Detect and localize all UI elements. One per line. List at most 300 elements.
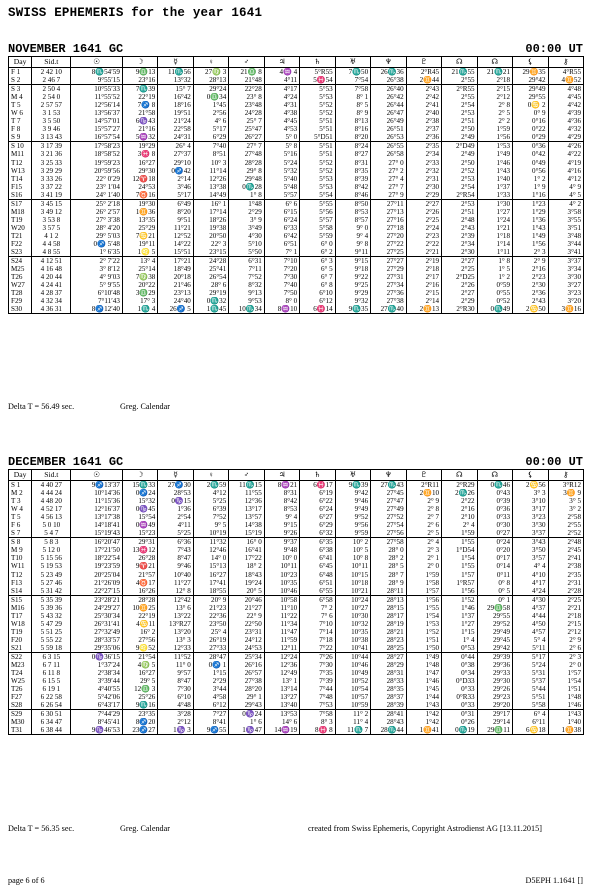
table-cell: 3♊16 (548, 305, 584, 314)
table-cell: 0♐ 5′48 (71, 240, 122, 248)
table-cell: 0°29 (513, 133, 548, 142)
table-cell: 5 59 18 (32, 644, 71, 653)
table-cell: 1°29 (513, 208, 548, 216)
table-cell: 0° 5 (477, 587, 512, 596)
table-row (9, 68, 584, 77)
table-cell: 22°28 (229, 85, 264, 94)
table-cell: 2°45 (548, 546, 584, 554)
table-cell: 1°59 (406, 571, 441, 579)
table-cell: 26° 4 (158, 142, 193, 151)
table-cell: 20°59′56 (71, 167, 122, 175)
table-cell: 8°32 (229, 281, 264, 289)
day-cell: M18 (9, 208, 32, 216)
table-cell: 1°55 (442, 538, 477, 547)
table-cell: 6°24 (264, 216, 299, 224)
table-cell: 15°13 (193, 562, 228, 570)
table-cell: 8°39 (335, 175, 370, 183)
table-cell: 27°49 (371, 505, 406, 513)
day-cell: T12 (9, 159, 32, 167)
table-cell: 29♎58 (477, 604, 512, 612)
table-cell: 1°40 (477, 175, 512, 183)
table-cell: 1° 6 (229, 718, 264, 726)
table-cell: 7°39 (300, 677, 335, 685)
table-cell: 9♌52 (122, 644, 157, 653)
table-cell: 6°45 (300, 562, 335, 570)
table-cell: 10°57 (335, 693, 370, 701)
table-cell: 7°30 (158, 685, 193, 693)
table-cell: 4♉17 (122, 579, 157, 587)
table-cell: 7°54 (335, 76, 370, 85)
table-cell: 12°46 (193, 546, 228, 554)
table-cell: 13°57 (229, 513, 264, 521)
day-cell: S16 (9, 191, 32, 200)
table-cell: 3°23 (548, 289, 584, 297)
table-cell: 8°47 (158, 554, 193, 562)
table-cell: 16°42 (158, 93, 193, 101)
table-cell: 2°R55 (442, 85, 477, 94)
table-cell: 1°56 (477, 133, 512, 142)
table-cell: 1°55 (406, 604, 441, 612)
table-cell: 4° 6 (193, 117, 228, 125)
table-row (9, 281, 584, 289)
table-cell: 1° 6′35 (71, 248, 122, 257)
table-cell: 21°26′09 (71, 579, 122, 587)
table-cell: 1°44 (406, 693, 441, 701)
table-cell: 21°24 (158, 117, 193, 125)
table-cell: 16°27 (122, 159, 157, 167)
table-cell: 1°15 (442, 628, 477, 636)
table-cell: 22°19 (122, 612, 157, 620)
table-cell: 1°D54 (442, 546, 477, 554)
table-cell: 3 57 5 (32, 224, 71, 232)
table-cell: 15♏33 (122, 481, 157, 490)
table-cell: 2°54 (158, 513, 193, 521)
table-cell: 3°46 (158, 183, 193, 191)
table-cell: 27°45 (371, 489, 406, 497)
table-row (9, 248, 584, 257)
table-cell: 28° 6 (193, 281, 228, 289)
table-cell: 9° 0 (335, 224, 370, 232)
table-cell: 0°14 (477, 562, 512, 570)
table-cell: 1° 2 (513, 175, 548, 183)
table-cell: 1°54 (406, 612, 441, 620)
table-cell: 7°44 (300, 685, 335, 693)
column-header: Day (9, 57, 32, 68)
table-cell: 5°56 (300, 208, 335, 216)
table-cell: 9°49 (335, 505, 370, 513)
day-cell: M 2 (9, 489, 32, 497)
table-cell: 21°57 (122, 571, 157, 579)
table-cell: 3 45 15 (32, 199, 71, 208)
table-cell: 0°49 (513, 159, 548, 167)
table-cell: 9°52 (335, 513, 370, 521)
day-cell: S28 (9, 701, 32, 710)
table-cell: 28♏44 (371, 726, 406, 735)
table-cell: 0°31 (442, 710, 477, 719)
table-cell: 0°27 (477, 529, 512, 538)
table-cell: 9°25 (335, 281, 370, 289)
table-cell: 9°18 (335, 265, 370, 273)
table-cell: 9°22 (335, 273, 370, 281)
day-cell: T21 (9, 232, 32, 240)
day-cell: T26 (9, 685, 32, 693)
table-cell: 4°45 (264, 117, 299, 125)
day-cell: F27 (9, 693, 32, 701)
day-cell: W 4 (9, 505, 32, 513)
table-cell: 5°53 (300, 183, 335, 191)
table-cell: 2°55 (548, 521, 584, 529)
table-cell: 1°47 (406, 669, 441, 677)
column-header: ♃ (264, 57, 299, 68)
table-cell: 1°15 (193, 669, 228, 677)
table-cell: 4 4 58 (32, 240, 71, 248)
table-cell: 5°55 (300, 199, 335, 208)
table-cell: 29°30 (477, 677, 512, 685)
table-cell: 9♏39 (335, 481, 370, 490)
table-cell: 2° 8 (406, 505, 441, 513)
table-cell: 7♋21 (122, 232, 157, 240)
table-cell: 5 19 53 (32, 562, 71, 570)
table-cell: 4°45 (548, 93, 584, 101)
table-cell: 29°39 (477, 652, 512, 661)
week-group (9, 199, 584, 256)
table-cell: 2°50 (442, 159, 477, 167)
table-cell: 13° 6 (158, 604, 193, 612)
table-cell: 19°51 (158, 109, 193, 117)
table-cell: 29°31 (122, 538, 157, 547)
day-cell: M11 (9, 150, 32, 158)
table-row (9, 710, 584, 719)
table-cell: 1°42 (406, 710, 441, 719)
table-cell: 6°41 (300, 554, 335, 562)
table-cell: 10° 0 (264, 554, 299, 562)
table-cell: 26°54 (193, 273, 228, 281)
table-row (9, 595, 584, 604)
table-cell: 0♒49 (122, 521, 157, 529)
table-cell: 2°18 (477, 76, 512, 85)
table-row (9, 117, 584, 125)
table-cell: 13°14 (264, 685, 299, 693)
table-cell: 10°35 (335, 628, 370, 636)
table-cell: 26°49 (371, 117, 406, 125)
table-cell: 2°18 (548, 612, 584, 620)
table-cell: 27° 9 (371, 191, 406, 200)
table-cell: 29°48 (229, 175, 264, 183)
day-cell: T28 (9, 289, 32, 297)
table-cell: 0♐24 (122, 489, 157, 497)
table-cell: 29♊35 (513, 68, 548, 77)
table-cell: 3 1 53 (32, 109, 71, 117)
table-cell: 2°38 (406, 117, 441, 125)
table-cell: 3 5 50 (32, 117, 71, 125)
november-header (8, 42, 583, 56)
table-cell: 2°43 (513, 297, 548, 305)
table-cell: 2° 2 (477, 117, 512, 125)
table-cell: 9°42 (335, 489, 370, 497)
table-row (9, 718, 584, 726)
table-cell: 10°54 (335, 685, 370, 693)
table-cell: 1♑ 3 (158, 726, 193, 735)
column-header: Sid.t (32, 470, 71, 481)
table-cell: 12°36 (264, 661, 299, 669)
column-header: ☊ (477, 57, 512, 68)
table-cell: 2°29 (442, 297, 477, 305)
table-cell: 3° 9 (229, 216, 264, 224)
table-cell: 25°41 (193, 265, 228, 273)
table-cell: 0♑15 (158, 497, 193, 505)
table-cell: 26♏36 (371, 68, 406, 77)
table-cell: 2°38′34 (71, 669, 122, 677)
day-cell: M 9 (9, 546, 32, 554)
table-cell: 1°37 (442, 612, 477, 620)
day-cell: M25 (9, 265, 32, 273)
table-cell: 4°16 (548, 167, 584, 175)
table-row (9, 529, 584, 538)
table-cell: 11°10 (264, 604, 299, 612)
day-cell: T26 (9, 273, 32, 281)
table-cell: 4° 9 (548, 183, 584, 191)
table-cell: 9°59 (335, 529, 370, 538)
table-cell: 0♎34 (193, 93, 228, 101)
table-row (9, 208, 584, 216)
week-group (9, 257, 584, 314)
day-cell: S 3 (9, 85, 32, 94)
day-cell: S22 (9, 652, 32, 661)
table-cell: 3°48 (548, 232, 584, 240)
table-cell: 9°53 (229, 297, 264, 305)
table-cell: 4 12 51 (32, 257, 71, 266)
table-cell: 8♒21 (264, 481, 299, 490)
table-cell: 27°56 (122, 636, 157, 644)
column-header: ☊ (442, 470, 477, 481)
column-header: ♆ (371, 57, 406, 68)
table-row (9, 167, 584, 175)
table-cell: 10°49 (335, 669, 370, 677)
table-cell: 4 8 55 (32, 248, 71, 257)
table-cell: 8°13 (335, 117, 370, 125)
table-cell: 2♋56 (513, 481, 548, 490)
table-cell: 10° 5 (335, 546, 370, 554)
table-cell: 24°28 (229, 109, 264, 117)
table-cell: 4°48 (548, 85, 584, 94)
table-cell: 4°30 (229, 232, 264, 240)
table-cell: 26° 2′57 (71, 208, 122, 216)
table-cell: 17°14 (193, 208, 228, 216)
day-cell: F20 (9, 636, 32, 644)
table-cell: 6♑43 (122, 117, 157, 125)
table-cell: 19°59′23 (71, 159, 122, 167)
table-cell: 4°12 (193, 489, 228, 497)
table-cell: 11°52 (158, 652, 193, 661)
table-cell: 2°51 (442, 208, 477, 216)
table-cell: 3°55 (548, 216, 584, 224)
table-cell: 11°59 (264, 636, 299, 644)
table-cell: 3 9 46 (32, 125, 71, 133)
table-cell: 7°44′29 (71, 710, 122, 719)
table-cell: 28°47 (193, 652, 228, 661)
table-row (9, 620, 584, 628)
table-cell: 23°31 (229, 628, 264, 636)
table-cell: 2°41 (406, 101, 441, 109)
table-row (9, 85, 584, 94)
table-row (9, 513, 584, 521)
table-cell: 12°42 (158, 595, 193, 604)
table-cell: 0♋ 2 (513, 101, 548, 109)
table-cell: 7♏50 (335, 68, 370, 77)
table-cell: 9°57 (158, 669, 193, 677)
table-cell: 29°24 (193, 85, 228, 94)
column-header: ♅ (335, 57, 370, 68)
table-cell: 0°34 (442, 669, 477, 677)
table-cell: 0° 9 (513, 109, 548, 117)
table-cell: 6° 6 (264, 199, 299, 208)
table-cell: 4°17 (264, 85, 299, 94)
table-cell: 23°28′21 (71, 595, 122, 604)
table-cell: 5°32 (264, 167, 299, 175)
table-cell: 24°29′27 (71, 604, 122, 612)
table-cell: 2♏26 (442, 489, 477, 497)
table-cell: 8♐12′40 (71, 305, 122, 314)
day-cell: M16 (9, 604, 32, 612)
week-group (9, 595, 584, 652)
table-cell: 10°59 (335, 701, 370, 710)
table-cell: 25°29 (122, 224, 157, 232)
table-cell: 11° 2 (335, 710, 370, 719)
table-cell: 1°21 (477, 224, 512, 232)
table-cell: 9°15 (335, 257, 370, 266)
table-cell: 3 29 29 (32, 167, 71, 175)
table-cell: 29°45 (477, 636, 512, 644)
table-cell: 11°34 (264, 620, 299, 628)
day-cell: F29 (9, 297, 32, 305)
table-cell: 2°31 (548, 579, 584, 587)
table-cell: 2°14 (158, 175, 193, 183)
table-cell: 0°16 (513, 117, 548, 125)
table-cell: 2°35 (548, 571, 584, 579)
table-cell: 1°49 (477, 150, 512, 158)
table-cell: 1°57 (548, 669, 584, 677)
table-cell: 10°30 (335, 612, 370, 620)
table-cell: 2°33 (406, 159, 441, 167)
table-cell: 10° 3 (193, 159, 228, 167)
table-cell: 3°10 (513, 497, 548, 505)
table-cell: 5°53 (300, 85, 335, 94)
table-cell: 25° 4 (193, 628, 228, 636)
table-cell: 29° 5 (122, 677, 157, 685)
table-cell: 8°50 (335, 199, 370, 208)
table-cell: 1°51 (548, 685, 584, 693)
table-cell: 28°33′57 (71, 636, 122, 644)
table-cell: 29°23 (477, 693, 512, 701)
table-row (9, 109, 584, 117)
table-cell: 0°R33 (442, 693, 477, 701)
table-cell: 21°54 (122, 652, 157, 661)
table-cell: 3°23 (513, 513, 548, 521)
table-cell: 2°25 (406, 216, 441, 224)
december-calendar: Greg. Calendar (120, 824, 171, 833)
table-cell: 6°35 (300, 538, 335, 547)
november-calendar: Greg. Calendar (120, 402, 171, 411)
table-cell: 28°21 (371, 628, 406, 636)
table-cell: 2°29 (229, 208, 264, 216)
table-cell: 0♑36′15 (71, 652, 122, 661)
table-cell: 28°23 (371, 636, 406, 644)
table-cell: 22°58 (158, 125, 193, 133)
table-cell: 5°17 (193, 125, 228, 133)
table-cell: 8° 9 (335, 109, 370, 117)
table-cell: 6 38 44 (32, 726, 71, 735)
table-cell: 7°20 (264, 265, 299, 273)
table-cell: 2°15 (477, 85, 512, 94)
table-cell: 5°R55 (300, 68, 335, 77)
table-cell: 7♏39 (122, 85, 157, 94)
column-header: ♂ (229, 470, 264, 481)
week-group (9, 481, 584, 538)
table-cell: 2° 7′22 (71, 257, 122, 266)
table-cell: 16°26 (122, 587, 157, 596)
table-cell: 27° 0 (371, 159, 406, 167)
table-cell: 1°46 (442, 604, 477, 612)
table-cell: 6 7 11 (32, 661, 71, 669)
table-cell: 5 31 42 (32, 587, 71, 596)
table-cell: 2 57 57 (32, 101, 71, 109)
table-cell: 20° 5 (229, 587, 264, 596)
table-cell: 5°40 (264, 175, 299, 183)
table-cell: 2° 4 (406, 538, 441, 547)
table-cell: 6°39 (193, 505, 228, 513)
table-cell: 1°48 (548, 693, 584, 701)
week-group (9, 68, 584, 85)
table-cell: 27♏40 (371, 305, 406, 314)
table-cell: 2° 3 (513, 248, 548, 257)
table-cell: 0°24 (477, 538, 512, 547)
table-cell: 5°52 (300, 109, 335, 117)
table-cell: 28°20 (229, 685, 264, 693)
table-cell: 2°16 (406, 281, 441, 289)
table-cell: 7°27 (193, 710, 228, 719)
table-cell: 2° 7 (406, 513, 441, 521)
december-header (8, 455, 583, 469)
table-row (9, 497, 584, 505)
day-cell: F 8 (9, 125, 32, 133)
table-cell: 11°22 (264, 612, 299, 620)
table-cell: 9♎13 (122, 68, 157, 77)
table-cell: 6°22 (300, 497, 335, 505)
table-row (9, 587, 584, 596)
table-cell: 15°19′43 (71, 529, 122, 538)
table-cell: 27°47 (371, 497, 406, 505)
table-cell: 1°57 (406, 587, 441, 596)
table-cell: 4°32 (548, 125, 584, 133)
table-cell: 10♊25 (122, 604, 157, 612)
column-header: ♀ (193, 470, 228, 481)
table-cell: 7°40 (264, 281, 299, 289)
table-cell: 9°48 (264, 546, 299, 554)
table-cell: 29°43 (229, 701, 264, 710)
table-cell: 0° 1 (477, 595, 512, 604)
table-cell: 26°16 (229, 661, 264, 669)
table-cell: 3°R12 (548, 481, 584, 490)
table-cell: 6°55 (300, 587, 335, 596)
table-cell: 2° 5 (406, 529, 441, 538)
table-cell: 29°30 (122, 167, 157, 175)
table-cell: 3°44 (548, 240, 584, 248)
table-cell: 5°31 (513, 669, 548, 677)
day-cell: F15 (9, 183, 32, 191)
table-cell: 2°16 (442, 505, 477, 513)
table-cell: 2°53 (442, 175, 477, 183)
table-cell: 4°11 (264, 76, 299, 85)
